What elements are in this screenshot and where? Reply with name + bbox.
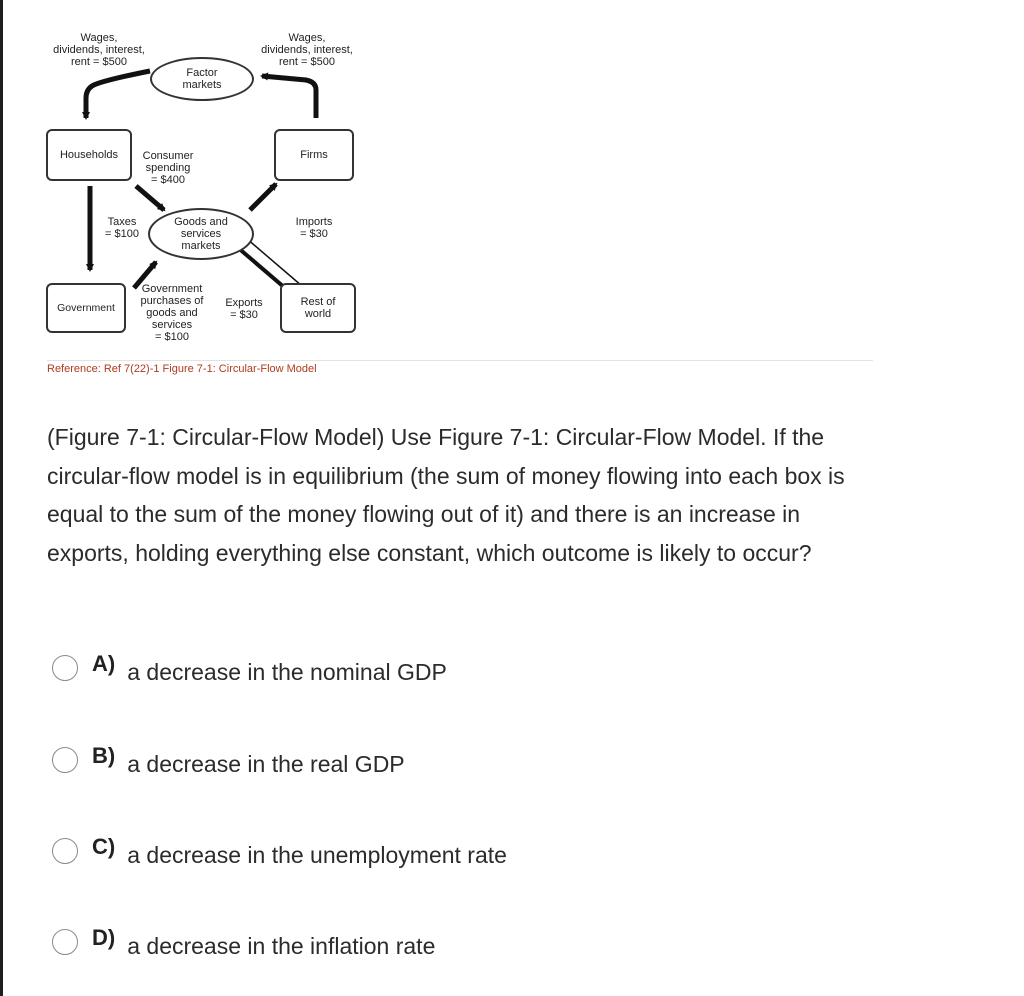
label-imports: Imports = $30 [295,216,333,240]
label-wages-right: Wages, dividends, interest, rent = $500 [261,32,353,68]
page-left-border [0,0,3,996]
answer-option-c[interactable] [52,831,507,871]
circular-flow-figure [40,26,380,356]
figure-reference-caption: Reference: Ref 7(22)-1 Figure 7-1: Circular-Flow Model [47,363,317,375]
label-wages-left: Wages, dividends, interest, rent = $500 [53,32,145,68]
government-box: Government [46,283,126,333]
rest-of-world-box: Rest of world [280,283,356,333]
firms-box: Firms [274,129,354,181]
arrow-firms-to-factor [262,76,316,118]
label-exports: Exports = $30 [225,297,263,321]
arrow-households-to-goods [136,186,164,210]
option-text: a decrease in the nominal GDP [127,658,447,685]
arrow-factor-to-households [86,71,150,118]
option-letter: A) [92,651,116,676]
option-text: a decrease in the unemployment rate [127,841,507,868]
label-government-purchases: Government purchases of goods and services = $100 [140,283,204,343]
option-letter: C) [92,834,116,859]
answer-option-a[interactable] [52,648,447,688]
arrow-goods-to-firms [250,184,276,210]
option-letter: B) [92,743,116,768]
label-consumer-spending: Consumer spending = $400 [142,150,194,186]
label-taxes: Taxes = $100 [105,216,139,240]
radio-button-a[interactable] [52,655,78,681]
radio-button-c[interactable] [52,838,78,864]
option-text: a decrease in the real GDP [127,750,405,777]
factor-markets-oval: Factor markets [150,57,254,101]
option-letter: D) [92,925,116,950]
answer-option-b[interactable] [52,740,405,780]
question-text: (Figure 7-1: Circular-Flow Model) Use Figure 7-1: Circular-Flow Model. If the circular-flow model is in equilibrium (the sum of money flowing into each box is equal to the sum of the money flowing out of it) and there is an increase in exports, holding everything else constant, which outcome is likely to occur? [47,424,845,566]
option-text: a decrease in the inflation rate [127,932,436,959]
radio-button-d[interactable] [52,929,78,955]
answer-option-d[interactable] [52,922,435,962]
radio-button-b[interactable] [52,747,78,773]
goods-services-markets-oval: Goods and services markets [148,208,254,260]
caption-divider [47,360,873,361]
households-box: Households [46,129,132,181]
